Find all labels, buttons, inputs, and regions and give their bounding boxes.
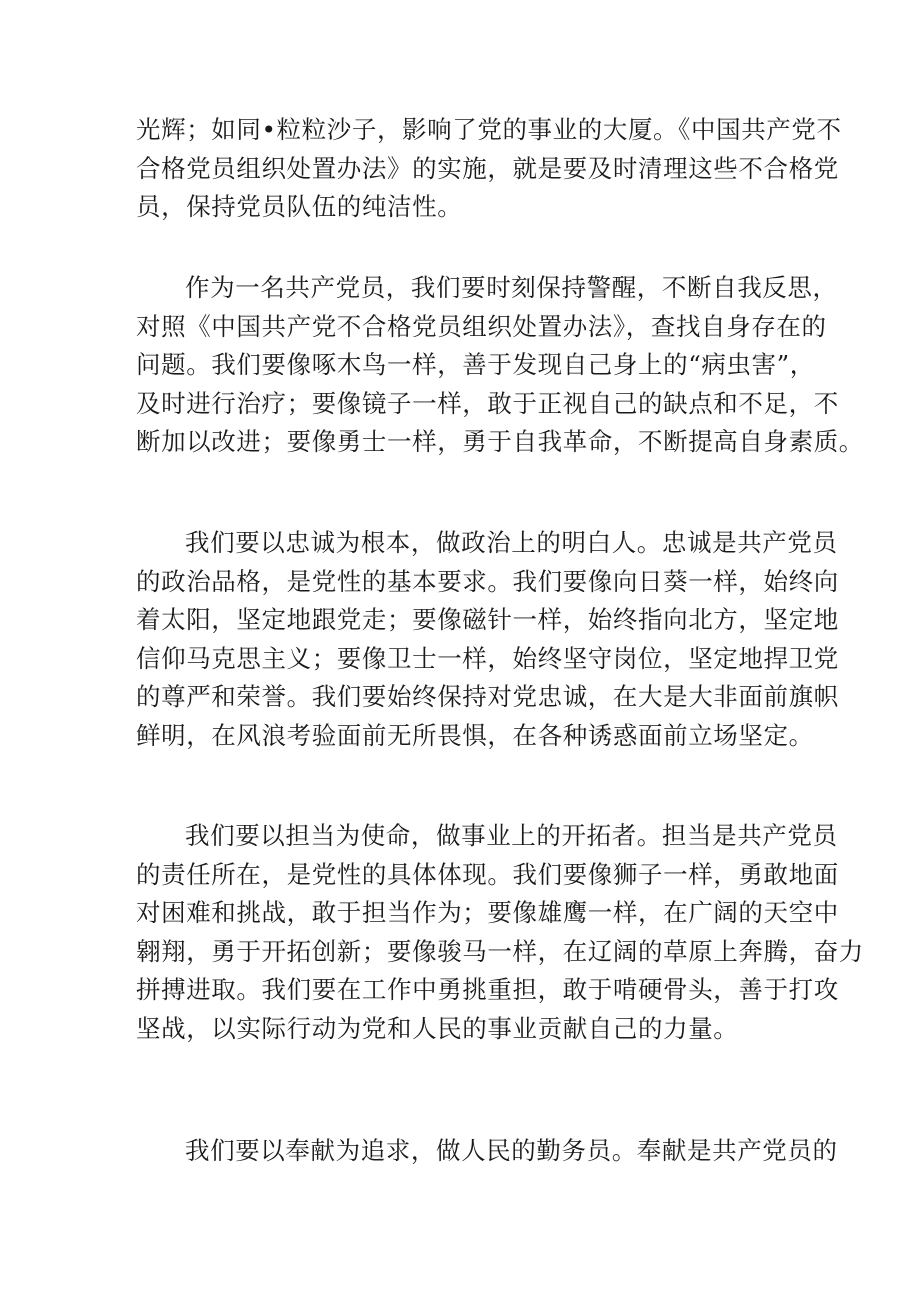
paragraph-self-reflection xyxy=(136,269,864,462)
text-line: 问题。我们要像啄木鸟一样，善于发现自己身上的“病虫害”， xyxy=(136,350,815,379)
text-line: 翱翔，勇于开拓创新；要像骏马一样，在辽阔的草原上奔腾，奋力 xyxy=(136,936,864,966)
paragraph-responsibility xyxy=(136,817,864,1048)
text-line: 对困难和挑战，敢于担当作为；要像雄鹰一样，在广阔的天空中 xyxy=(136,898,839,927)
text-line: 的责任所在，是党性的具体体现。我们要像狮子一样，勇敢地面 xyxy=(136,859,839,889)
text-line: 员，保持党员队伍的纯洁性。 xyxy=(136,192,463,221)
text-line: 作为一名共产党员，我们要时刻保持警醒，不断自我反思， xyxy=(185,273,838,302)
text-line: 我们要以奉献为追求，做人民的勤务员。奉献是共产党员的 xyxy=(185,1136,838,1165)
text-line: 鲜明，在风浪考验面前无所畏惧，在各种诱惑面前立场坚定。 xyxy=(136,720,814,750)
text-line: 断加以改进；要像勇士一样，勇于自我革命，不断提高自身素质。 xyxy=(136,427,864,456)
text-line: 拼搏进取。我们要在工作中勇挑重担，敢于啃硬骨头，善于打攻 xyxy=(136,975,839,1004)
text-line: 着太阳，坚定地跟党走；要像磁针一样，始终指向北方，坚定地 xyxy=(136,605,839,634)
text-line: 的尊严和荣誉。我们要始终保持对党忠诚，在大是大非面前旗帜 xyxy=(136,682,839,711)
text-line: 合格党员组织处置办法》的实施，就是要及时清理这些不合格党 xyxy=(136,153,839,183)
paragraph-loyalty xyxy=(136,524,839,755)
text-line: 信仰马克思主义；要像卫士一样，始终坚守岗位，坚定地捍卫党 xyxy=(136,643,839,673)
text-line: 我们要以忠诚为根本，做政治上的明白人。忠诚是共产党员 xyxy=(185,528,838,557)
text-line: 及时进行治疗；要像镜子一样，敢于正视自己的缺点和不足，不 xyxy=(136,388,839,418)
paragraph-dedication xyxy=(136,1132,838,1171)
text-line: 对照《中国共产党不合格党员组织处置办法》，查找自身存在的 xyxy=(136,311,827,341)
text-line: 光辉；如同•粒粒沙子，影响了党的事业的大厦。《中国共产党不 xyxy=(136,115,842,144)
text-line: 坚战，以实际行动为党和人民的事业贡献自己的力量。 xyxy=(136,1013,739,1043)
paragraph-continued xyxy=(136,111,842,227)
text-line: 的政治品格，是党性的基本要求。我们要像向日葵一样，始终向 xyxy=(136,566,839,596)
text-line: 我们要以担当为使命，做事业上的开拓者。担当是共产党员 xyxy=(185,821,838,850)
